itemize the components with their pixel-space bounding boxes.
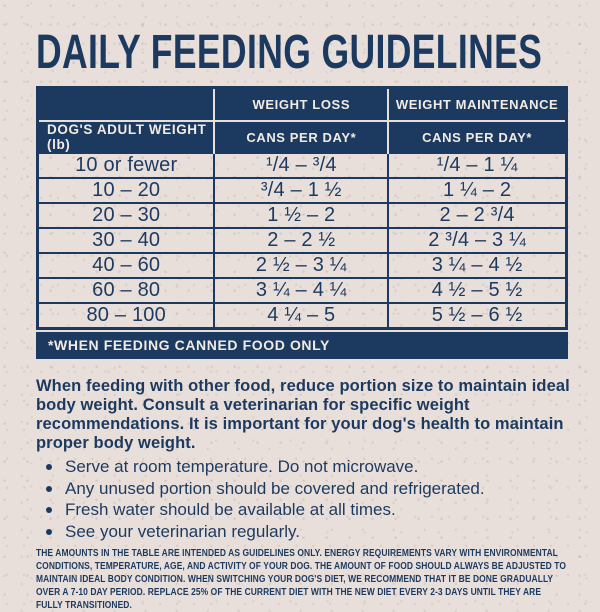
weight-cell: 80 – 100 xyxy=(38,303,215,329)
loss-cell: 2 ½ – 3 ¼ xyxy=(214,253,388,278)
loss-cell: ³/4 – 1 ½ xyxy=(214,178,388,203)
list-item xyxy=(36,456,568,478)
weight-cell: 60 – 80 xyxy=(38,278,215,303)
weight-cell: 10 or fewer xyxy=(38,153,215,178)
maintenance-cell: 2 ³/4 – 3 ¼ xyxy=(388,228,566,253)
bullet-icon xyxy=(46,464,52,470)
feeding-table-wrap xyxy=(36,86,568,359)
table-row xyxy=(38,253,567,278)
table-row xyxy=(38,153,567,178)
list-item xyxy=(36,499,568,521)
loss-cell: 1 ½ – 2 xyxy=(214,203,388,228)
fine-print-disclaimer: THE AMOUNTS IN THE TABLE ARE INTENDED AS GUIDELINES ONLY. ENERGY REQUIREMENTS VARY WITH ENVIRONMENTAL CONDITIONS, TEMPERATURE, AGE, AND ACTIVITY OF YOUR DOG. THE AMOUNT OF FOOD SHOULD ALWAYS BE ADJUSTED TO MAINTAIN IDEAL BODY CONDITION. WHEN SWITCHING YOUR DOG'S DIET, WE RECOMMEND THAT IT BE DONE GRADUALLY OVER A 7-10 DAY PERIOD. REPLACE 25% OF THE CURRENT DIET WITH THE NEW DIET EVERY 2-3 DAYS UNTIL THEY ARE FULLY TRANSITIONED. xyxy=(36,547,567,611)
table-row xyxy=(38,278,567,303)
weight-loss-group-header: WEIGHT LOSS xyxy=(214,88,388,122)
maintenance-cell: 1 ¼ – 2 xyxy=(388,178,566,203)
feeding-tips-list xyxy=(36,456,568,542)
maintenance-cell: ¹/4 – 1 ¼ xyxy=(388,153,566,178)
weight-cell: 10 – 20 xyxy=(38,178,215,203)
loss-cell: 3 ¼ – 4 ¼ xyxy=(214,278,388,303)
table-footnote-bar: *WHEN FEEDING CANNED FOOD ONLY xyxy=(36,332,568,359)
table-row xyxy=(38,178,567,203)
weight-maintenance-group-header: WEIGHT MAINTENANCE xyxy=(388,88,566,122)
weight-cell: 40 – 60 xyxy=(38,253,215,278)
page-title-wrap xyxy=(36,26,568,79)
fine-print-wrap xyxy=(36,547,568,611)
column-group-row xyxy=(38,88,567,122)
loss-cell: 2 – 2 ½ xyxy=(214,228,388,253)
list-item xyxy=(36,478,568,500)
bullet-icon xyxy=(46,507,52,513)
bullet-icon xyxy=(46,486,52,492)
feeding-table xyxy=(36,86,568,330)
loss-cell: 4 ¼ – 5 xyxy=(214,303,388,329)
list-item-text: Serve at room temperature. Do not microwave. xyxy=(65,457,419,476)
table-row xyxy=(38,303,567,329)
page-title: DAILY FEEDING GUIDELINES xyxy=(36,26,543,79)
table-row xyxy=(38,228,567,253)
maintenance-cell: 3 ¼ – 4 ½ xyxy=(388,253,566,278)
weight-cell: 30 – 40 xyxy=(38,228,215,253)
column-header-row xyxy=(38,121,567,153)
dog-weight-header: DOG'S ADULT WEIGHT (lb) xyxy=(38,121,215,153)
bullet-icon xyxy=(46,529,52,535)
list-item-text: Fresh water should be available at all times. xyxy=(65,500,396,519)
cans-per-day-maintenance-header: CANS PER DAY* xyxy=(388,121,566,153)
feeding-advice-paragraph: When feeding with other food, reduce portion size to maintain ideal body weight. Consult a veterinarian for specific weight recommendations. It is important for your dog's health to maintain proper body weight. xyxy=(36,377,570,452)
maintenance-cell: 2 – 2 ³/4 xyxy=(388,203,566,228)
list-item-text: Any unused portion should be covered and refrigerated. xyxy=(65,478,485,498)
cans-per-day-loss-header: CANS PER DAY* xyxy=(214,121,388,153)
table-row xyxy=(38,203,567,228)
maintenance-cell: 5 ½ – 6 ½ xyxy=(388,303,566,329)
weight-cell: 20 – 30 xyxy=(38,203,215,228)
list-item-text: See your veterinarian regularly. xyxy=(65,521,300,541)
list-item xyxy=(36,521,568,543)
loss-cell: ¹/4 – ³/4 xyxy=(214,153,388,178)
empty-header-cell xyxy=(38,88,215,122)
maintenance-cell: 4 ½ – 5 ½ xyxy=(388,278,566,303)
